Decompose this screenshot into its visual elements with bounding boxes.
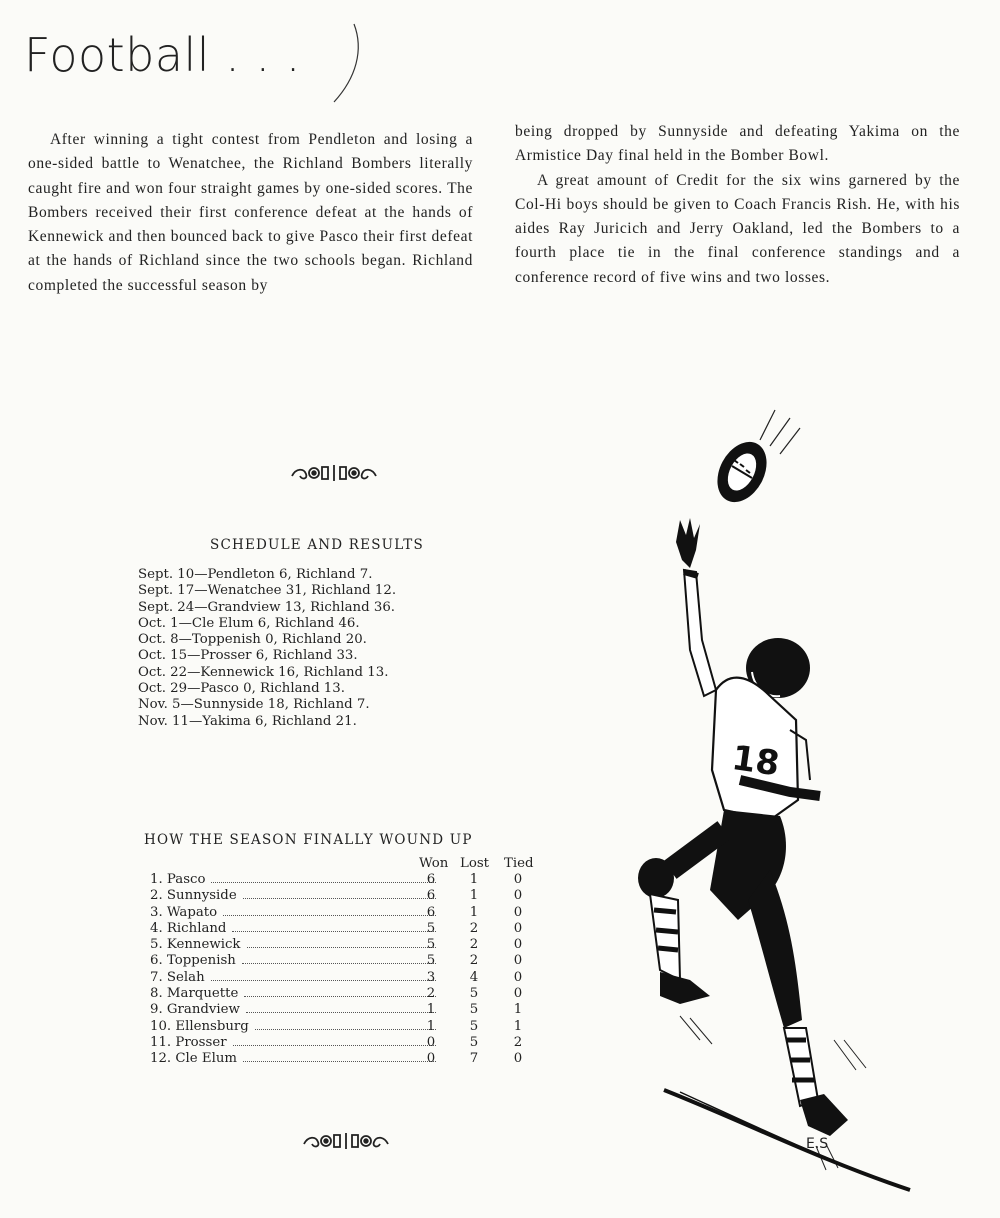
standings-table xyxy=(142,872,562,1068)
team-tied: 0 xyxy=(513,888,523,904)
team-name: 1. Pasco xyxy=(150,872,206,887)
schedule-heading: SCHEDULE AND RESULTS xyxy=(210,537,424,553)
team-tied: 0 xyxy=(513,920,523,936)
dot-leader xyxy=(223,905,436,916)
dot-leader xyxy=(247,937,437,948)
team-name: 7. Selah xyxy=(150,969,205,985)
standings-column-headers xyxy=(142,856,562,872)
team-won: 6 xyxy=(426,888,436,904)
schedule-game: Oct. 22—Kennewick 16, Richland 13. xyxy=(138,664,389,680)
football-player-illustration xyxy=(620,400,980,1200)
team-tied: 0 xyxy=(513,872,523,887)
scroll-ornament-icon xyxy=(300,1130,392,1152)
team-name: 9. Grandview xyxy=(150,1002,240,1018)
team-tied: 2 xyxy=(513,1034,523,1050)
team-lost: 7 xyxy=(469,1051,479,1067)
standings-row xyxy=(142,986,562,1002)
schedule-game: Nov. 5—Sunnyside 18, Richland 7. xyxy=(138,697,370,713)
schedule-game: Oct. 8—Toppenish 0, Richland 20. xyxy=(138,632,367,648)
team-won: 1 xyxy=(426,1002,436,1018)
schedule-game: Sept. 10—Pendleton 6, Richland 7. xyxy=(138,567,373,582)
schedule-game: Sept. 17—Wenatchee 31, Richland 12. xyxy=(138,583,397,599)
team-tied: 0 xyxy=(513,904,523,920)
team-won: 6 xyxy=(426,904,436,920)
standings-row xyxy=(142,970,562,986)
team-lost: 2 xyxy=(469,937,479,953)
article-continuation: being dropped by Sunnyside and defeating Yakima on the Armistice Day final held in the Bomber Bowl. xyxy=(515,123,960,165)
team-name: 12. Cle Elum xyxy=(150,1051,238,1067)
team-won: 0 xyxy=(426,1051,436,1067)
dot-leader xyxy=(211,970,436,981)
team-lost: 5 xyxy=(469,986,479,1002)
dot-leader xyxy=(242,953,436,964)
team-lost: 5 xyxy=(469,1018,479,1034)
standings-row xyxy=(142,937,562,953)
standings-section xyxy=(142,832,562,1068)
football-icon xyxy=(708,433,777,510)
article-left-column xyxy=(28,128,473,298)
team-won: 2 xyxy=(426,986,436,1002)
dot-leader xyxy=(255,1019,436,1030)
team-name: 3. Wapato xyxy=(150,904,218,920)
team-name: 11. Prosser xyxy=(150,1034,227,1050)
standings-row xyxy=(142,921,562,937)
team-lost: 2 xyxy=(469,920,479,936)
team-won: 6 xyxy=(426,872,436,887)
team-name: 8. Marquette xyxy=(150,986,239,1002)
team-name: 6. Toppenish xyxy=(150,953,236,969)
team-lost: 4 xyxy=(469,969,479,985)
dot-leader xyxy=(243,1051,436,1062)
team-tied: 1 xyxy=(513,1002,523,1018)
team-won: 1 xyxy=(426,1018,436,1034)
article-paragraph: After winning a tight contest from Pendleton and losing a one-sided battle to Wenatchee, the Richland Bombers literally caught fire and won four straight games by one-sided scores. The Bombers received their first conference defeat at the hands of Kennewick and then bounced back to give Pasco their first defeat at the hands of Richland since the two schools began. Richland completed the successful season by xyxy=(28,131,473,294)
team-won: 3 xyxy=(426,969,436,985)
standings-row xyxy=(142,872,562,888)
standings-row xyxy=(142,888,562,904)
article-paragraph: A great amount of Credit for the six wins garnered by the Col-Hi boys should be given to Coach Francis Rish. He, with his aides Ray Juricich and Jerry Oakland, led the Bombers to a fourth place tie in the final conference standings and a conference record of five wins and two losses. xyxy=(515,171,960,286)
standings-row xyxy=(142,905,562,921)
dot-leader xyxy=(244,986,436,997)
team-tied: 0 xyxy=(513,986,523,1002)
schedule-game: Oct. 29—Pasco 0, Richland 13. xyxy=(138,681,345,697)
standings-row xyxy=(142,1051,562,1067)
page-title: Football . . . xyxy=(24,28,301,82)
team-won: 5 xyxy=(426,920,436,936)
team-lost: 2 xyxy=(469,953,479,969)
team-name: 4. Richland xyxy=(150,920,227,936)
team-tied: 1 xyxy=(513,1018,523,1034)
team-lost: 1 xyxy=(469,888,479,904)
standings-row xyxy=(142,953,562,969)
team-tied: 0 xyxy=(513,969,523,985)
dot-leader xyxy=(211,872,436,883)
article-right-column xyxy=(515,120,960,290)
dot-leader xyxy=(246,1002,436,1013)
column-header-lost: Lost xyxy=(460,856,490,871)
team-name: 2. Sunnyside xyxy=(150,888,237,904)
standings-row xyxy=(142,1035,562,1051)
artist-signature: E.S xyxy=(806,1136,829,1152)
standings-row xyxy=(142,1002,562,1018)
team-name: 5. Kennewick xyxy=(150,937,241,953)
standings-heading: HOW THE SEASON FINALLY WOUND UP xyxy=(144,832,473,848)
decorative-stroke-icon xyxy=(330,20,370,110)
jersey-number: 18 xyxy=(729,738,782,785)
dot-leader xyxy=(232,921,436,932)
team-name: 10. Ellensburg xyxy=(150,1018,249,1034)
team-lost: 5 xyxy=(469,1002,479,1018)
scroll-ornament-icon xyxy=(288,462,380,484)
column-header-tied: Tied xyxy=(504,856,534,871)
schedule-game: Oct. 15—Prosser 6, Richland 33. xyxy=(138,648,358,664)
team-won: 0 xyxy=(426,1034,436,1050)
team-lost: 1 xyxy=(469,872,479,887)
team-won: 5 xyxy=(426,937,436,953)
team-lost: 5 xyxy=(469,1034,479,1050)
team-tied: 0 xyxy=(513,953,523,969)
dot-leader xyxy=(243,888,436,899)
schedule-game: Nov. 11—Yakima 6, Richland 21. xyxy=(138,713,357,729)
standings-row xyxy=(142,1019,562,1035)
team-lost: 1 xyxy=(469,904,479,920)
schedule-game: Sept. 24—Grandview 13, Richland 36. xyxy=(138,599,396,615)
schedule-game: Oct. 1—Cle Elum 6, Richland 46. xyxy=(138,615,360,631)
schedule-section xyxy=(138,537,478,730)
team-tied: 0 xyxy=(513,1051,523,1067)
team-won: 5 xyxy=(426,953,436,969)
dot-leader xyxy=(233,1035,436,1046)
column-header-won: Won xyxy=(419,856,449,871)
schedule-list xyxy=(138,567,478,730)
team-tied: 0 xyxy=(513,937,523,953)
